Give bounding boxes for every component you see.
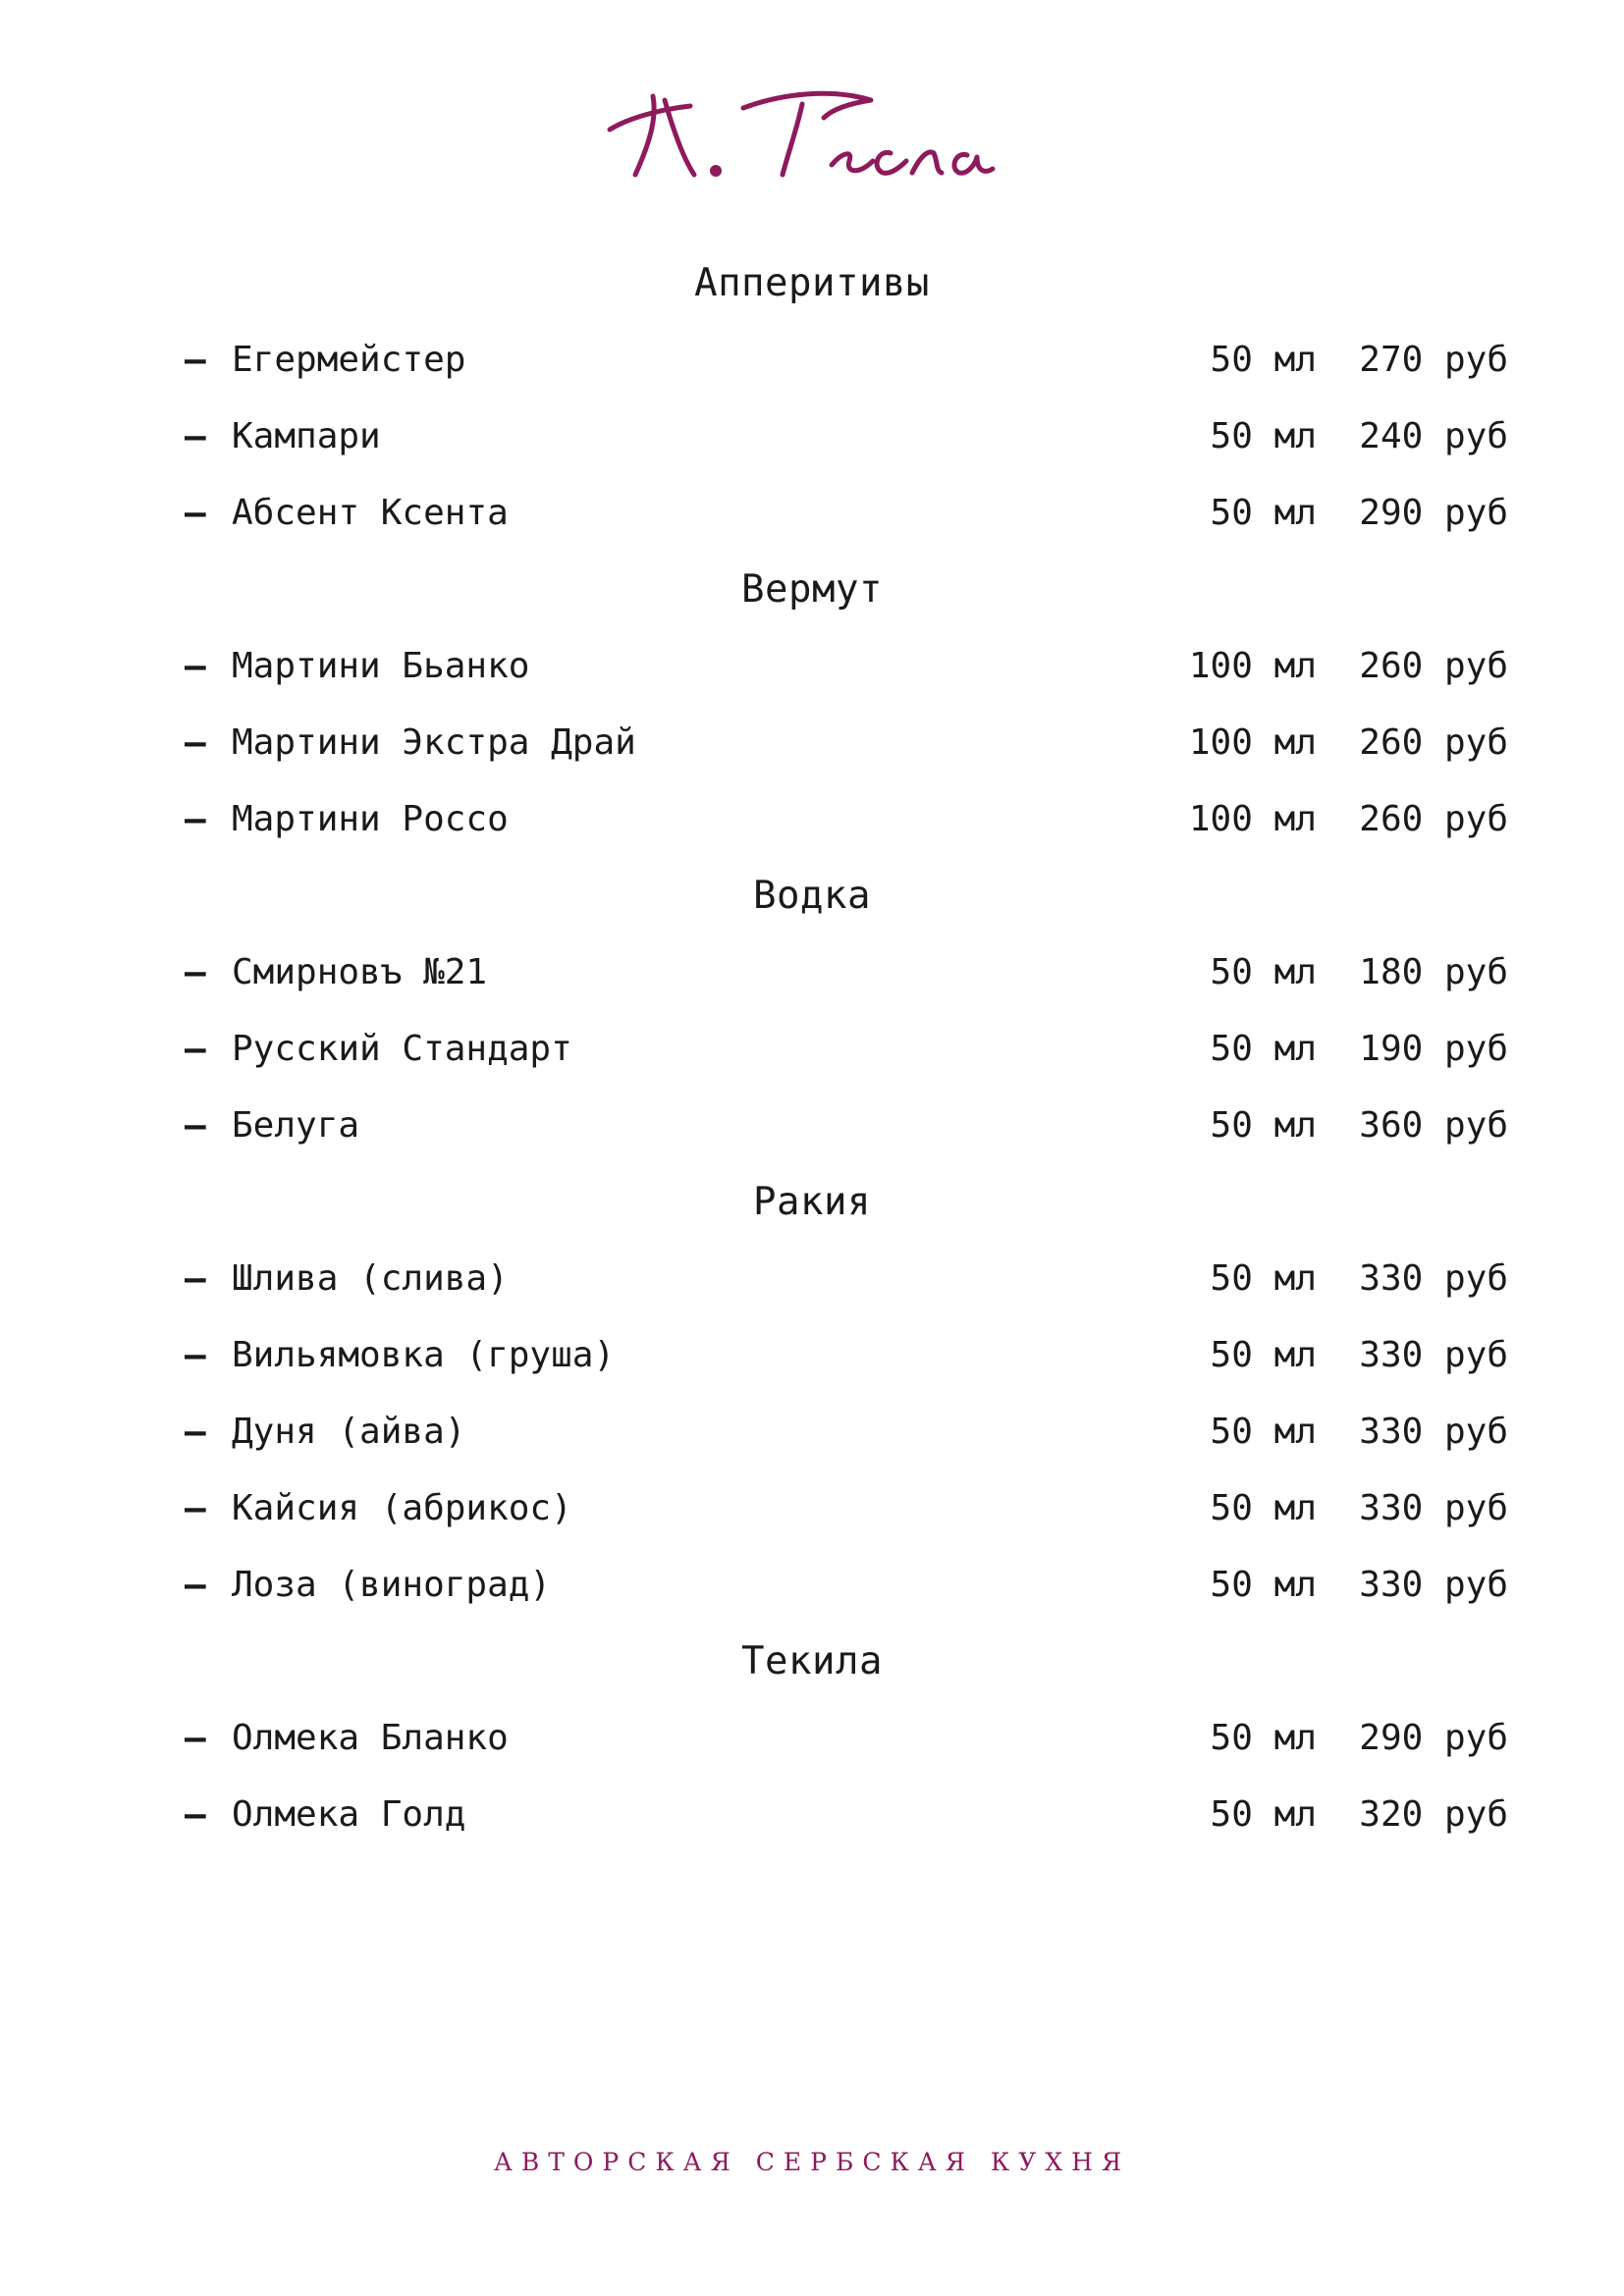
item-dash: –	[185, 1565, 206, 1605]
menu-item	[0, 705, 1624, 781]
item-cost: 260 руб	[1359, 722, 1508, 763]
item-volume: 100 мл	[1188, 799, 1317, 839]
item-cost: 290 руб	[1359, 1718, 1508, 1758]
section-title: Ракия	[753, 1180, 871, 1224]
item-name: Абсент Ксента	[232, 493, 509, 533]
item-volume: 50 мл	[1210, 1794, 1317, 1835]
menu-item	[0, 399, 1624, 475]
item-cost: 290 руб	[1359, 493, 1508, 533]
menu-section	[0, 858, 1624, 1164]
item-dash: –	[185, 1335, 206, 1375]
menu-item	[0, 1011, 1624, 1088]
item-cost: 330 руб	[1359, 1258, 1508, 1299]
item-name: Шлива (слива)	[232, 1258, 509, 1299]
item-cost: 260 руб	[1359, 646, 1508, 686]
menu-section	[0, 1164, 1624, 1624]
brand-logo	[0, 59, 1624, 206]
item-volume: 100 мл	[1188, 722, 1317, 763]
item-name: Мартини Бьанко	[232, 646, 530, 686]
item-volume: 100 мл	[1188, 646, 1317, 686]
item-price	[1211, 1547, 1508, 1624]
item-cost: 360 руб	[1359, 1105, 1508, 1146]
item-name: Мартини Россо	[232, 799, 509, 839]
item-dash: –	[185, 799, 206, 839]
item-name: Мартини Экстра Драй	[232, 722, 636, 763]
item-dash: –	[185, 340, 206, 380]
item-price	[1211, 399, 1508, 475]
item-price	[1189, 705, 1508, 781]
menu-item	[0, 322, 1624, 399]
menu-item	[0, 628, 1624, 705]
section-title: Водка	[753, 874, 871, 918]
item-price	[1211, 1700, 1508, 1777]
menu-item	[0, 1394, 1624, 1470]
item-volume: 50 мл	[1210, 952, 1317, 992]
item-name: Егермейстер	[232, 340, 466, 380]
item-name: Белуга	[232, 1105, 360, 1146]
item-dash: –	[185, 1718, 206, 1758]
item-cost: 320 руб	[1359, 1794, 1508, 1835]
item-cost: 240 руб	[1359, 416, 1508, 456]
section-title: Вермут	[741, 567, 883, 612]
item-dash: –	[185, 1794, 206, 1835]
item-dash: –	[185, 1258, 206, 1299]
item-price	[1211, 1088, 1508, 1164]
item-name: Кайсия (абрикос)	[232, 1488, 572, 1528]
menu-item	[0, 1547, 1624, 1624]
item-name: Лоза (виноград)	[232, 1565, 552, 1605]
item-price	[1189, 628, 1508, 705]
menu-section	[0, 552, 1624, 858]
item-name: Смирновъ №21	[232, 952, 488, 992]
item-cost: 180 руб	[1359, 952, 1508, 992]
item-volume: 50 мл	[1210, 1258, 1317, 1299]
item-cost: 330 руб	[1359, 1412, 1508, 1452]
item-volume: 50 мл	[1210, 1335, 1317, 1375]
item-name: Дуня (айва)	[232, 1412, 466, 1452]
menu-item	[0, 475, 1624, 552]
item-volume: 50 мл	[1210, 1718, 1317, 1758]
item-name: Вильямовка (груша)	[232, 1335, 616, 1375]
menu-section	[0, 245, 1624, 552]
menu-item	[0, 1317, 1624, 1394]
menu-item	[0, 1241, 1624, 1317]
item-volume: 50 мл	[1210, 1412, 1317, 1452]
item-name: Олмека Бланко	[232, 1718, 509, 1758]
item-dash: –	[185, 1029, 206, 1069]
footer-tagline: АВТОРСКАЯ СЕРБСКАЯ КУХНЯ	[493, 2148, 1131, 2176]
menu-item	[0, 934, 1624, 1011]
menu-item	[0, 1777, 1624, 1853]
item-price	[1211, 1394, 1508, 1470]
item-dash: –	[185, 646, 206, 686]
item-price	[1211, 322, 1508, 399]
item-cost: 330 руб	[1359, 1565, 1508, 1605]
menu-section	[0, 1624, 1624, 1853]
item-cost: 260 руб	[1359, 799, 1508, 839]
item-dash: –	[185, 1488, 206, 1528]
item-dash: –	[185, 416, 206, 456]
item-dash: –	[185, 1105, 206, 1146]
menu-item	[0, 1470, 1624, 1547]
item-price	[1211, 475, 1508, 552]
menu-item	[0, 1088, 1624, 1164]
section-title: Текила	[741, 1639, 883, 1683]
item-price	[1211, 1241, 1508, 1317]
item-price	[1211, 1011, 1508, 1088]
item-dash: –	[185, 952, 206, 992]
item-volume: 50 мл	[1210, 340, 1317, 380]
item-volume: 50 мл	[1210, 1105, 1317, 1146]
item-price	[1211, 1470, 1508, 1547]
item-volume: 50 мл	[1210, 1565, 1317, 1605]
item-dash: –	[185, 1412, 206, 1452]
item-volume: 50 мл	[1210, 493, 1317, 533]
item-dash: –	[185, 722, 206, 763]
item-volume: 50 мл	[1210, 416, 1317, 456]
item-name: Кампари	[232, 416, 381, 456]
item-cost: 330 руб	[1359, 1335, 1508, 1375]
menu-list	[0, 245, 1624, 1853]
item-price	[1189, 781, 1508, 858]
item-cost: 270 руб	[1359, 340, 1508, 380]
item-volume: 50 мл	[1210, 1029, 1317, 1069]
signature-logo-image	[596, 59, 1028, 206]
item-name: Олмека Голд	[232, 1794, 466, 1835]
menu-item	[0, 781, 1624, 858]
item-price	[1211, 1777, 1508, 1853]
menu-item	[0, 1700, 1624, 1777]
item-cost: 330 руб	[1359, 1488, 1508, 1528]
item-volume: 50 мл	[1210, 1488, 1317, 1528]
item-price	[1211, 1317, 1508, 1394]
section-title: Апперитивы	[694, 261, 930, 305]
item-cost: 190 руб	[1359, 1029, 1508, 1069]
item-name: Русский Стандарт	[232, 1029, 572, 1069]
item-dash: –	[185, 493, 206, 533]
item-price	[1211, 934, 1508, 1011]
